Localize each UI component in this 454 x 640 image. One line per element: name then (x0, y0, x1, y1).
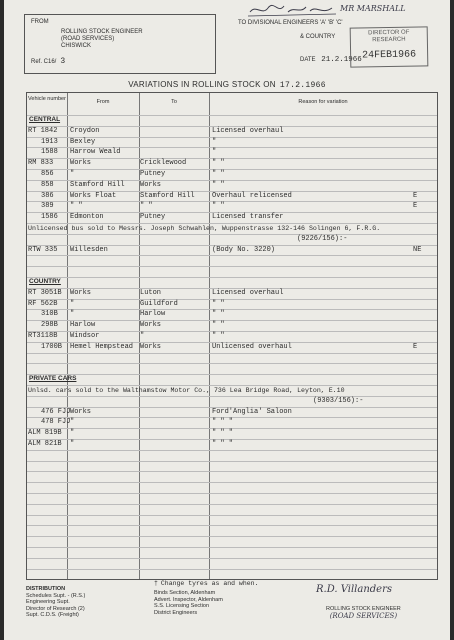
reason: " " (212, 170, 225, 178)
from-label: FROM (31, 19, 49, 25)
row-rule (27, 169, 437, 170)
to-location: Putney (140, 213, 166, 222)
from-location: " (70, 299, 75, 308)
reason: " " (212, 159, 225, 168)
reason: Overhaul relicensed (212, 191, 292, 200)
to-location: Luton (140, 288, 162, 297)
row-rule (27, 201, 437, 202)
from-location: Edmonton (70, 213, 104, 222)
vehicle-number: 856 (41, 170, 54, 178)
from-address: ROLLING STOCK ENGINEER (ROAD SERVICES) CHISWICK (61, 29, 143, 49)
vehicle-number: 1913 (41, 137, 58, 146)
reason: " " (212, 202, 225, 211)
column-header-from: From (96, 99, 110, 105)
row-rule (27, 115, 437, 116)
row-rule (27, 309, 437, 310)
row-rule (27, 299, 437, 300)
row-rule (27, 277, 437, 278)
received-stamp: DIRECTOR OF RESEARCH 24FEB1966 (350, 26, 429, 67)
section-private-cars: PRIVATE CARS (29, 375, 77, 383)
unlicensed-bus-note: Unlicensed bus sold to Messrs. Joseph Schwahlen, Wuppenstrasse 132-146 Solingen 6, F.R.G. (28, 225, 381, 232)
vehicle-number: RT 1842 (28, 126, 58, 135)
column-divider (209, 93, 210, 579)
to-location: Stamford Hill (140, 191, 195, 200)
reason: (Body No. 3220) (212, 245, 276, 254)
vehicle-number: 389 (41, 202, 54, 211)
reason: Unlicensed overhaul (212, 342, 292, 351)
to-location: " (140, 332, 145, 340)
from-location: Harlow (70, 321, 96, 330)
row-rule (27, 234, 437, 235)
reason: Licensed overhaul (212, 126, 284, 135)
row-rule (27, 482, 437, 483)
vehicle-number: RT 3051B (28, 288, 62, 297)
row-rule (27, 374, 437, 375)
reason: " " (212, 180, 225, 189)
row-rule (27, 569, 437, 570)
vehicle-number: ALM 819B (28, 429, 62, 438)
reason: Licensed overhaul (212, 288, 284, 297)
vehicle-number: RF 562B (28, 299, 58, 308)
row-rule (27, 255, 437, 256)
reason: " " (212, 332, 225, 340)
row-rule (27, 536, 437, 537)
column-divider (67, 93, 68, 579)
column-header-vehicle: Vehicle number (28, 96, 66, 102)
column-header-to: To (171, 99, 177, 105)
from-location: Windsor (70, 332, 100, 340)
distribution-list-secondary: Binds Section, Aldenham Advert. Inspector, Aldenham S.S. Licensing Section District Engineers (154, 590, 223, 616)
row-rule (27, 558, 437, 559)
row-rule (27, 471, 437, 472)
private-cars-ref: (9303/156):- (313, 396, 364, 405)
vehicle-number: RTW 335 (28, 245, 58, 254)
to-line: TO DIVISIONAL ENGINEERS 'A' 'B' 'C' (238, 20, 343, 26)
from-box (24, 14, 216, 74)
to-location: Works (140, 180, 162, 189)
row-rule (27, 547, 437, 548)
to-line-country: & COUNTRY (300, 34, 336, 40)
vehicle-number: ALM 821B (28, 440, 62, 448)
code-flag: E (413, 191, 418, 200)
vehicle-number: 1586 (41, 213, 58, 222)
from-location: Works (70, 288, 92, 297)
from-location: Harrow Weald (70, 148, 121, 157)
private-cars-note: Unlsd. cars sold to the Walthamstow Motor Co., 736 Lea Bridge Road, Leyton, E.10 (28, 387, 345, 394)
handwritten-note: MR MARSHALL (340, 4, 406, 13)
from-location: " (70, 429, 75, 438)
from-location: Works (70, 407, 92, 416)
from-location: Bexley (70, 137, 96, 146)
code-flag: E (413, 342, 418, 351)
footer-note: † Change tyres as and when. (154, 580, 259, 587)
row-rule (27, 353, 437, 354)
to-location: Guildford (140, 299, 178, 308)
from-location: Works Float (70, 191, 117, 200)
page-title: VARIATIONS IN ROLLING STOCK ON 17.2.1966 (128, 80, 326, 90)
to-location: " " (140, 202, 153, 211)
from-location: Hemel Hempstead (70, 342, 134, 351)
handwritten-scribble-icon (248, 2, 338, 18)
reason: " " " (212, 440, 234, 448)
reason: Ford'Anglia' Saloon (212, 407, 292, 416)
vehicle-number: 476 FJJ (41, 407, 71, 416)
unlicensed-bus-ref: (9226/156):- (297, 234, 348, 243)
signature: R.D. Villanders (316, 584, 393, 595)
row-rule (27, 525, 437, 526)
reason: " (212, 148, 217, 157)
from-location: " (70, 440, 75, 448)
code-flag: NE (413, 245, 422, 254)
column-header-reason: Reason for variation (298, 99, 348, 105)
vehicle-number: 1700B (41, 342, 63, 351)
from-location: " (70, 170, 75, 178)
signoff: ROLLING STOCK ENGINEER (ROAD SERVICES) (326, 606, 401, 620)
vehicle-number: 386 (41, 191, 54, 200)
vehicle-number: RT3118B (28, 332, 58, 340)
code-flag: E (413, 202, 418, 211)
reason: Licensed transfer (212, 213, 284, 222)
row-rule (27, 396, 437, 397)
row-rule (27, 504, 437, 505)
distribution-list: DISTRIBUTION Schedules Supt. - (R.S.) Engineering Supt. Director of Research (2) Supt. C.D.S. (Freight) (26, 586, 86, 618)
from-location: " (70, 310, 75, 319)
to-location: Harlow (140, 310, 166, 319)
row-rule (27, 493, 437, 494)
vehicle-number: 1588 (41, 148, 58, 157)
row-rule (27, 515, 437, 516)
row-rule (27, 450, 437, 451)
from-location: Willesden (70, 245, 108, 254)
vehicle-number: 310B (41, 310, 58, 319)
reason: " " (212, 310, 225, 319)
row-rule (27, 266, 437, 267)
to-location: Putney (140, 170, 166, 178)
section-country: COUNTRY (29, 278, 61, 285)
to-location: Cricklewood (140, 159, 187, 168)
reason: " (212, 137, 217, 146)
date-field: DATE 21.2.1966 (300, 56, 362, 64)
reason: " " (212, 299, 225, 308)
from-location: " (70, 418, 75, 427)
vehicle-number: 858 (41, 180, 54, 189)
section-central: CENTRAL (29, 116, 61, 123)
from-location: Works (70, 159, 92, 168)
from-location: Stamford Hill (70, 180, 125, 189)
to-location: Works (140, 342, 162, 351)
variations-table (26, 92, 438, 580)
vehicle-number: RM 833 (28, 159, 54, 168)
document-page (4, 0, 450, 640)
from-location: Croydon (70, 126, 100, 135)
row-rule (27, 461, 437, 462)
row-rule (27, 363, 437, 364)
from-location: " " (70, 202, 83, 211)
vehicle-number: 478 FJJ (41, 418, 71, 427)
reason: " " (212, 321, 225, 330)
reason: " " " (212, 418, 234, 427)
reason: " " " (212, 429, 234, 438)
to-location: Works (140, 321, 162, 330)
reference: Ref. C16/ 3 (31, 57, 66, 66)
vehicle-number: 298B (41, 321, 58, 330)
